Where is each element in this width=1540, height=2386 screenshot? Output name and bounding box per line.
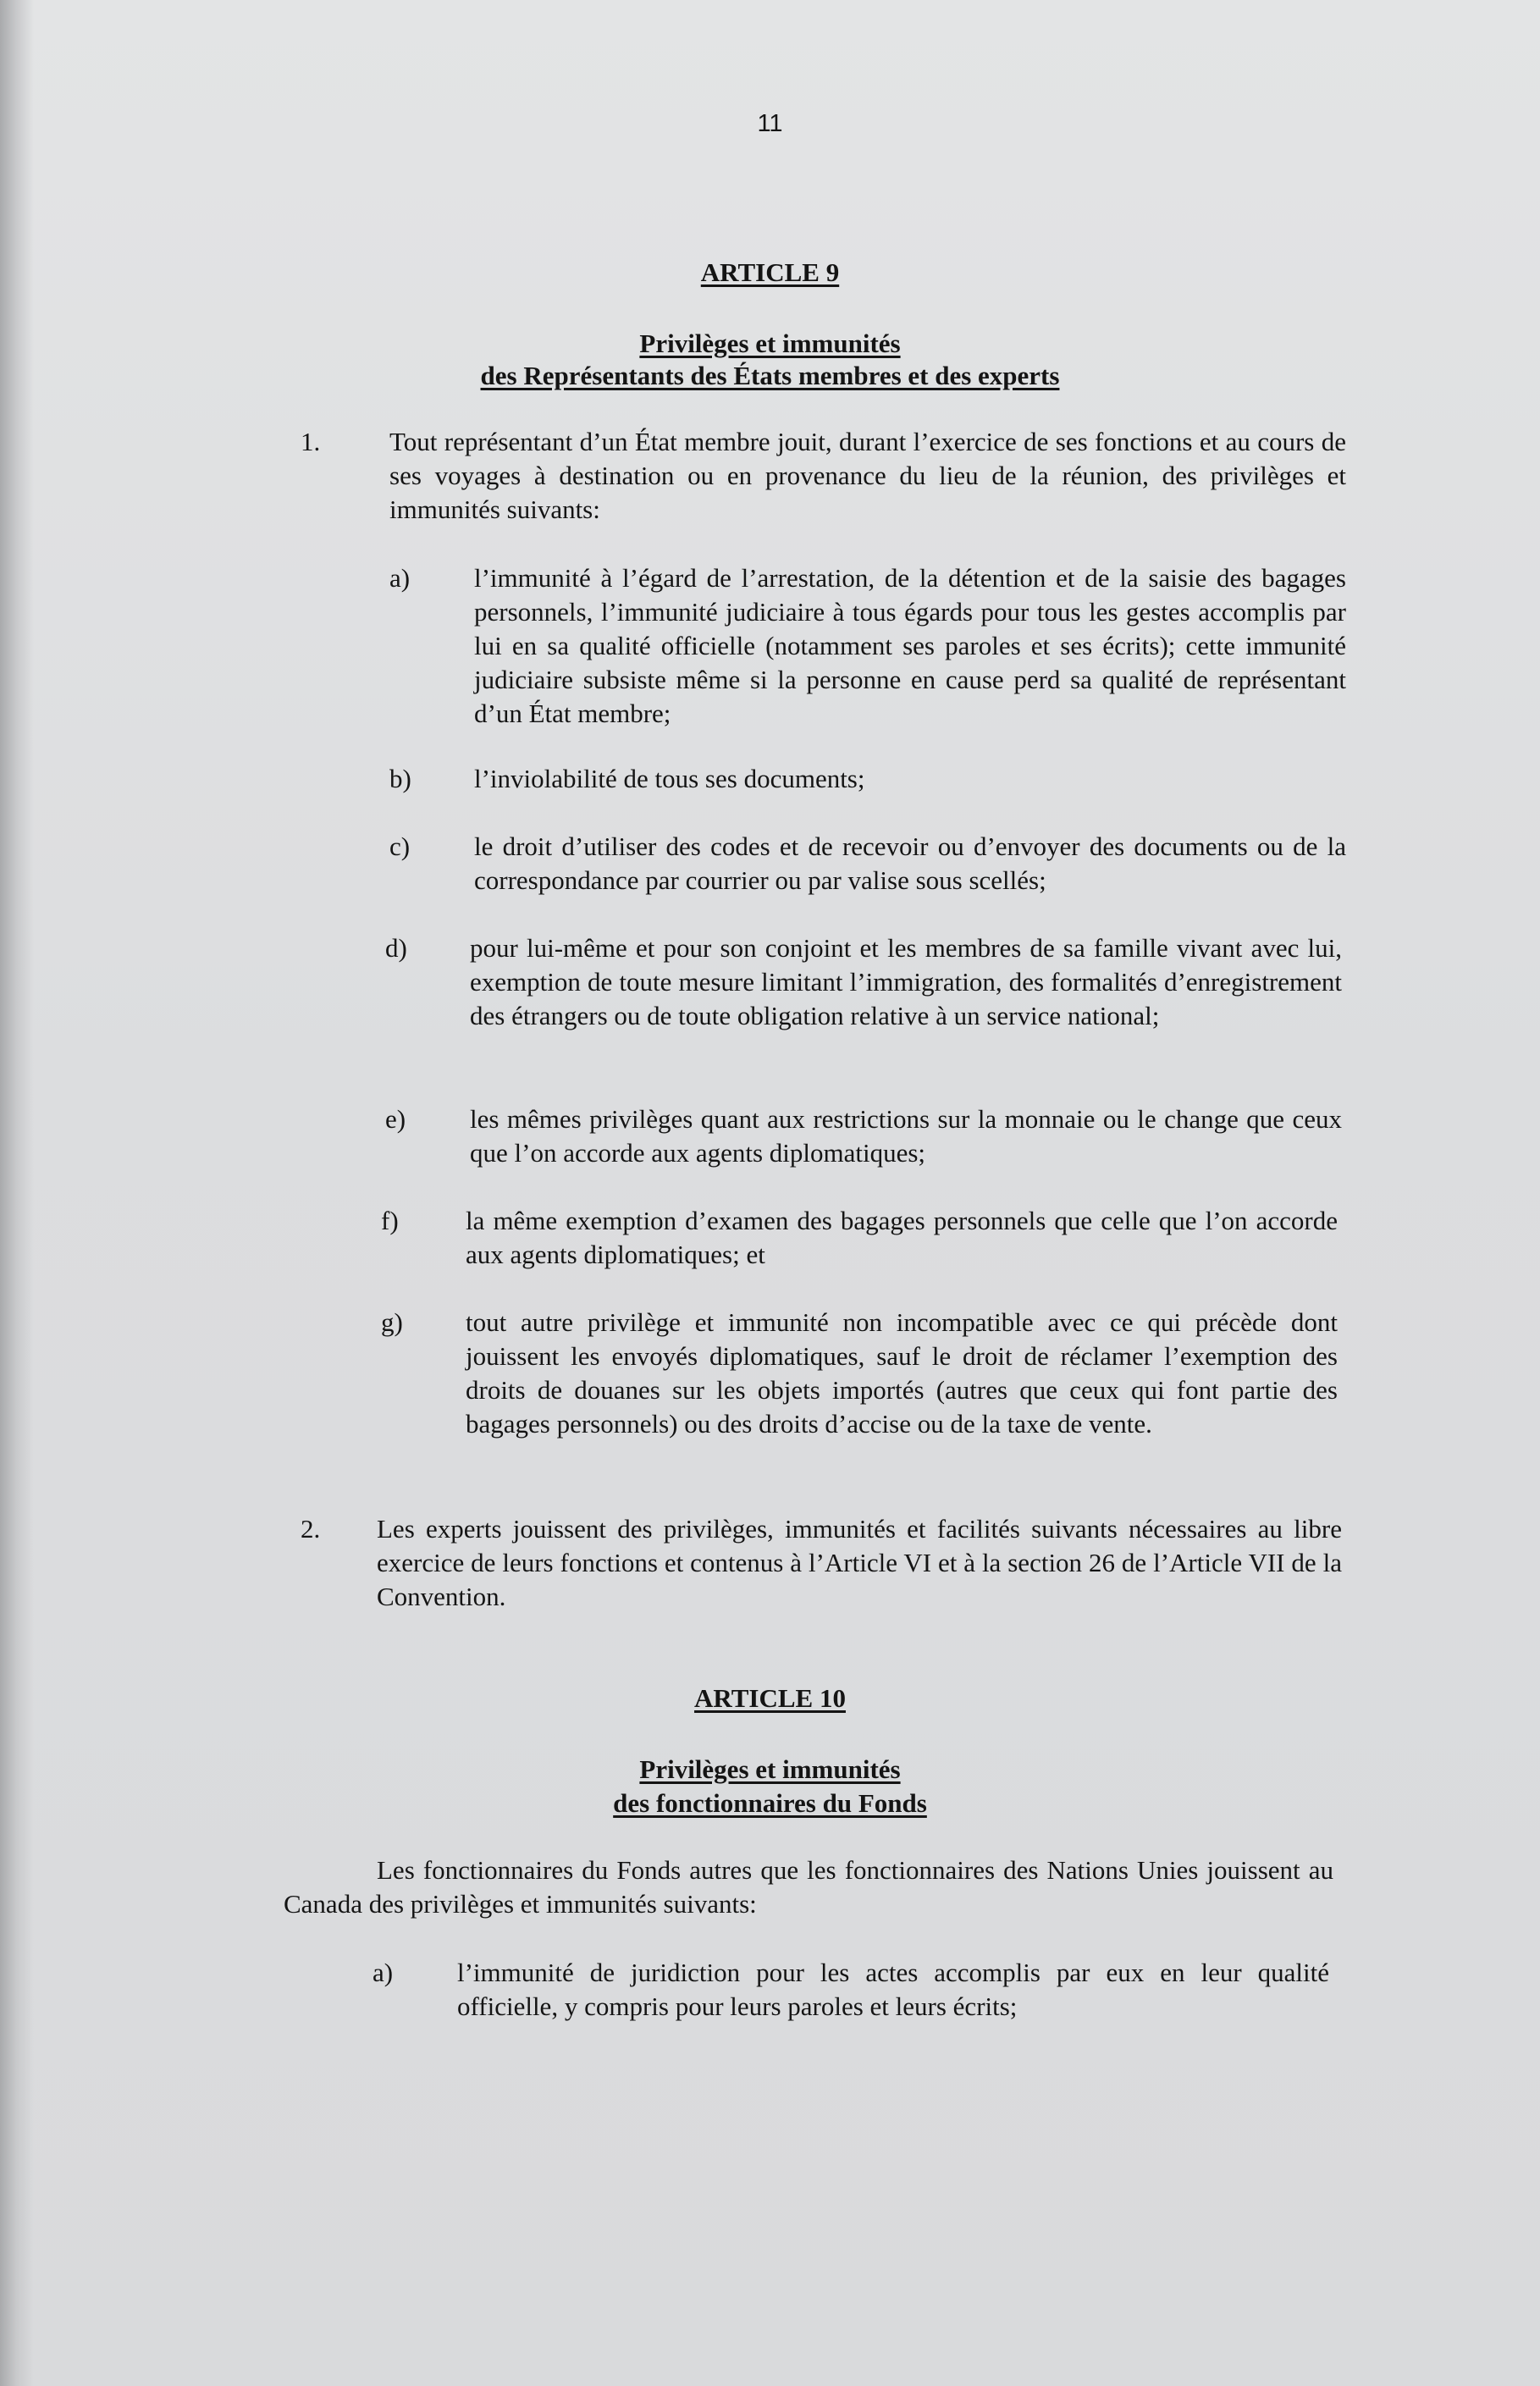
item-f-text: la même exemption d’examen des bagages personnels que celle que l’on accorde aux agents diplomatiques; et xyxy=(466,1206,1338,1269)
article-9-subtitle-2: des Représentants des États membres et des experts xyxy=(480,361,1060,390)
article-10-intro: Les fonctionnaires du Fonds autres que les fonctionnaires des Nations Unies jouissent au Canada des privilèges et immunités suivants: xyxy=(284,1855,1333,1919)
article-9-subtitle-1: Privilèges et immunités xyxy=(639,329,901,358)
paragraph-1-number: 1. xyxy=(301,427,321,456)
item-f-marker: f) xyxy=(381,1206,399,1235)
article-9-title: ARTICLE 9 xyxy=(700,257,840,287)
item-g-marker: g) xyxy=(381,1307,403,1337)
item-c-marker: c) xyxy=(389,831,411,861)
item-e-text: les mêmes privilèges quant aux restrictions sur la monnaie ou le change que ceux que l’on accorde aux agents diplomatiques; xyxy=(470,1104,1342,1168)
item-e-marker: e) xyxy=(385,1104,406,1134)
item-a-marker: a) xyxy=(389,563,411,593)
article-10-title: ARTICLE 10 xyxy=(694,1683,846,1713)
item-g-text: tout autre privilège et immunité non incompatible avec ce qui précède dont jouissent les envoyés diplomatiques, sauf le droit de réclamer l’exemption des droits de douanes sur les objets importés (autres que ceux qui font partie des bagages personnels) ou des droits d’accise ou de la taxe de vente. xyxy=(466,1307,1338,1439)
paragraph-1-text: Tout représentant d’un État membre jouit, durant l’exercice de ses fonctions et au cours de ses voyages à destination ou en provenance du lieu de la réunion, des privilèges et immunités suivants: xyxy=(389,427,1346,524)
paragraph-2-number: 2. xyxy=(301,1514,321,1544)
item-b-text: l’inviolabilité de tous ses documents; xyxy=(474,764,865,793)
page-number: 11 xyxy=(757,110,783,137)
paragraph-2-text: Les experts jouissent des privilèges, immunités et facilités suivants nécessaires au libre exercice de leurs fonctions et contenus à l’Article VI et à la section 26 de l’Article VII de la Convention. xyxy=(377,1514,1342,1611)
item-a-text: l’immunité à l’égard de l’arrestation, de la détention et de la saisie des bagages personnels, l’immunité judiciaire à tous égards pour tous les gestes accomplis par lui en sa qualité officielle (notamment ses paroles et ses écrits); cette immunité judiciaire subsiste même si la personne en cause perd sa qualité de représentant d’un État membre; xyxy=(474,563,1346,728)
article-10-item-a-text: l’immunité de juridiction pour les actes accomplis par eux en leur qualité officielle, y compris pour leurs paroles et leurs écrits; xyxy=(457,1958,1329,2021)
article-10-item-a-marker: a) xyxy=(373,1958,394,1987)
item-d-text: pour lui-même et pour son conjoint et les membres de sa famille vivant avec lui, exemption de toute mesure limitant l’immigration, des formalités d’enregistrement des étrangers ou de toute obligation relative à un service national; xyxy=(470,933,1342,1030)
article-10-subtitle-1: Privilèges et immunités xyxy=(639,1754,901,1784)
item-d-marker: d) xyxy=(385,933,407,963)
item-b-marker: b) xyxy=(389,764,411,793)
item-c-text: le droit d’utiliser des codes et de recevoir ou d’envoyer des documents ou de la correspondance par courrier ou par valise sous scellés; xyxy=(474,831,1346,895)
article-10-subtitle-2: des fonctionnaires du Fonds xyxy=(613,1788,927,1818)
